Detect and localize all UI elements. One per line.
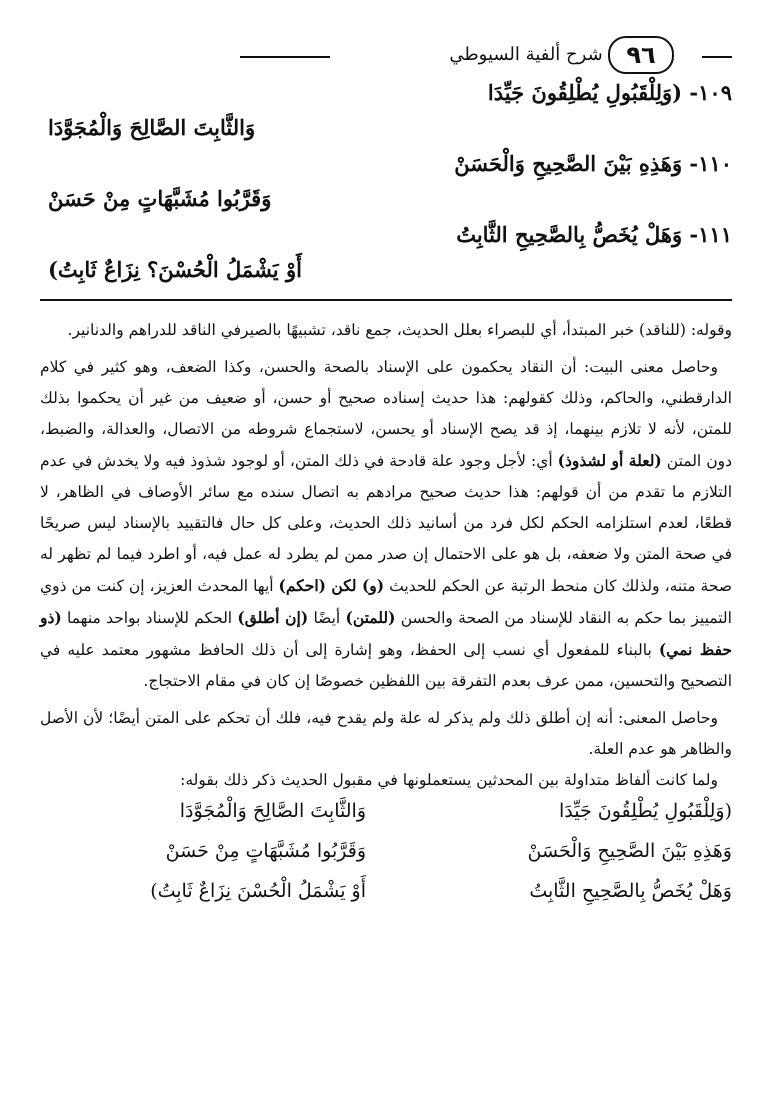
poem-right-hemistich: (وَلِلْقَبُولِ يُطْلِقُونَ جَيِّدَا (559, 800, 732, 822)
paragraph: وقوله: (للناقد) خبر المبتدأ، أي للبصراء بعلل الحديث، جمع ناقد، تشبيهًا بالصيرفي الناقد للدراهم والدنانير. (67, 321, 732, 339)
poem-verse (40, 840, 732, 880)
verse-second-hemistich: أَوْ يَشْمَلُ الْحُسْنَ؟ نِزَاعٌ ثَابِتُ) (48, 257, 302, 282)
bold-term: (للمتن) (345, 608, 396, 627)
bold-term: (إن أطلق) (237, 608, 309, 627)
paragraph (40, 352, 732, 697)
header-rule (702, 56, 732, 58)
verse-line (40, 151, 732, 186)
poem-right-hemistich: وَهَلْ يُخَصُّ بِالصَّحِيحِ الثَّابِتُ (529, 880, 732, 902)
poem-block (40, 800, 732, 920)
verse-block (40, 80, 732, 293)
page (40, 26, 732, 1076)
verse-second-hemistich: وَقَرَّبُوا مُشَبَّهَاتٍ مِنْ حَسَنْ (48, 186, 272, 211)
verse-line (40, 257, 732, 293)
text-run: الحكم للإسناد بواحد منهما (67, 609, 238, 627)
poem-verse (40, 880, 732, 920)
verse-line (40, 80, 732, 115)
page-number: ٩٦ (608, 36, 674, 74)
text-run: أي: لأجل وجود علة قادحة في ذلك المتن، أو لوجود شذوذ فيه ولا يخدش في عدم التلازم ما تقدم من أن قولهم: هذا حديث صحيح مرادهم به اتصال سنده مع سائر الأوصاف في الظاهر، لا قطعًا، لعدم استلزامه الحكم لكل فرد من أسانيد ذلك الحديث، وعلى كل حال فالتقييد بالإسناد ليس صريحًا في صحة المتن ولا ضعفه، بل هو على الاحتمال إن صدر ممن لم يطرد له عمل فيه، أو اطرد فيما لم تظهر له صحة متنه، ولذلك كان منحط الرتبة عن الحكم للحديث (40, 452, 733, 595)
verse-line (40, 186, 732, 222)
paragraph: وحاصل المعنى: أنه إن أطلق ذلك ولم يذكر له علة ولم يقدح فيه، فلك أن تحكم على المتن أيضًا؛ لأن الأصل والظاهر هو عدم العلة. (40, 709, 732, 758)
bold-term: (و) لكن (احكم) (278, 576, 385, 595)
verse-second-hemistich: وَالثَّابِتَ الصَّالِحَ وَالْمُجَوَّدَا (48, 115, 256, 140)
poem-left-hemistich: وَالثَّابِتَ الصَّالِحَ وَالْمُجَوَّدَا (179, 800, 366, 822)
poem-verse (40, 800, 732, 840)
verse-first-hemistich: ١٠٩- (وَلِلْقَبُولِ يُطْلِقُونَ جَيِّدَا (487, 80, 732, 105)
bold-term: (لعلة أو لشذوذ) (557, 451, 662, 470)
text-run: أيها المحدث العزيز، إن كنت من ذوي التمييز بما حكم به النقاد للإسناد من الصحة والحسن (40, 577, 732, 627)
poem-left-hemistich: وَقَرَّبُوا مُشَبَّهَاتٍ مِنْ حَسَنْ (165, 840, 366, 862)
poem-right-hemistich: وَهَذِهِ بَيْنَ الصَّحِيحِ وَالْحَسَنْ (527, 840, 732, 862)
header-rule (240, 56, 330, 58)
running-title: شرح ألفية السيوطي (449, 44, 603, 65)
paragraph: ولما كانت ألفاظ متداولة بين المحدثين يستعملونها في مقبول الحديث ذكر ذلك بقوله: (180, 771, 718, 789)
text-run: أيضًا (313, 609, 346, 627)
poem-left-hemistich: أَوْ يَشْمَلُ الْحُسْنَ نِزَاعٌ ثَابِتُ) (150, 880, 366, 902)
commentary (40, 315, 732, 796)
page-header (40, 26, 732, 78)
text-run: بالبناء للمفعول أي نسب إلى الحفظ، وهو إشارة إلى أن ذلك الحافظ مشهور معتمد عليه في التصحيح والتحسين، ممن عرف بعدم التفرقة بين اللفظين خصوصًا إن كان في مقام الاحتجاج. (40, 641, 732, 690)
text-run: وحاصل معنى البيت: أن النقاد يحكمون على الإسناد بالصحة والحسن، وكذا الضعف، وهو كثير في كلام الدارقطني، والحاكم، وذلك كقولهم: هذا حديث إسناده صحيح أو حسن، أو ضعيف من غير أن يحكموا بذلك للمتن، لأنه لا تلازم بينهما، إذ قد يصح الإسناد أو يحسن، لاستجماع شروطه من الاتصال، والعدالة، والضبط، دون المتن (40, 358, 732, 470)
verse-line (40, 222, 732, 257)
verse-first-hemistich: ١١١- وَهَلْ يُخَصُّ بِالصَّحِيحِ الثَّابِتُ (456, 222, 732, 247)
verse-first-hemistich: ١١٠- وَهَذِهِ بَيْنَ الصَّحِيحِ وَالْحَسَنْ (454, 151, 732, 176)
bold-term: (ذو حفظ نمي) (40, 608, 732, 659)
verse-line (40, 115, 732, 151)
section-divider (40, 299, 732, 301)
